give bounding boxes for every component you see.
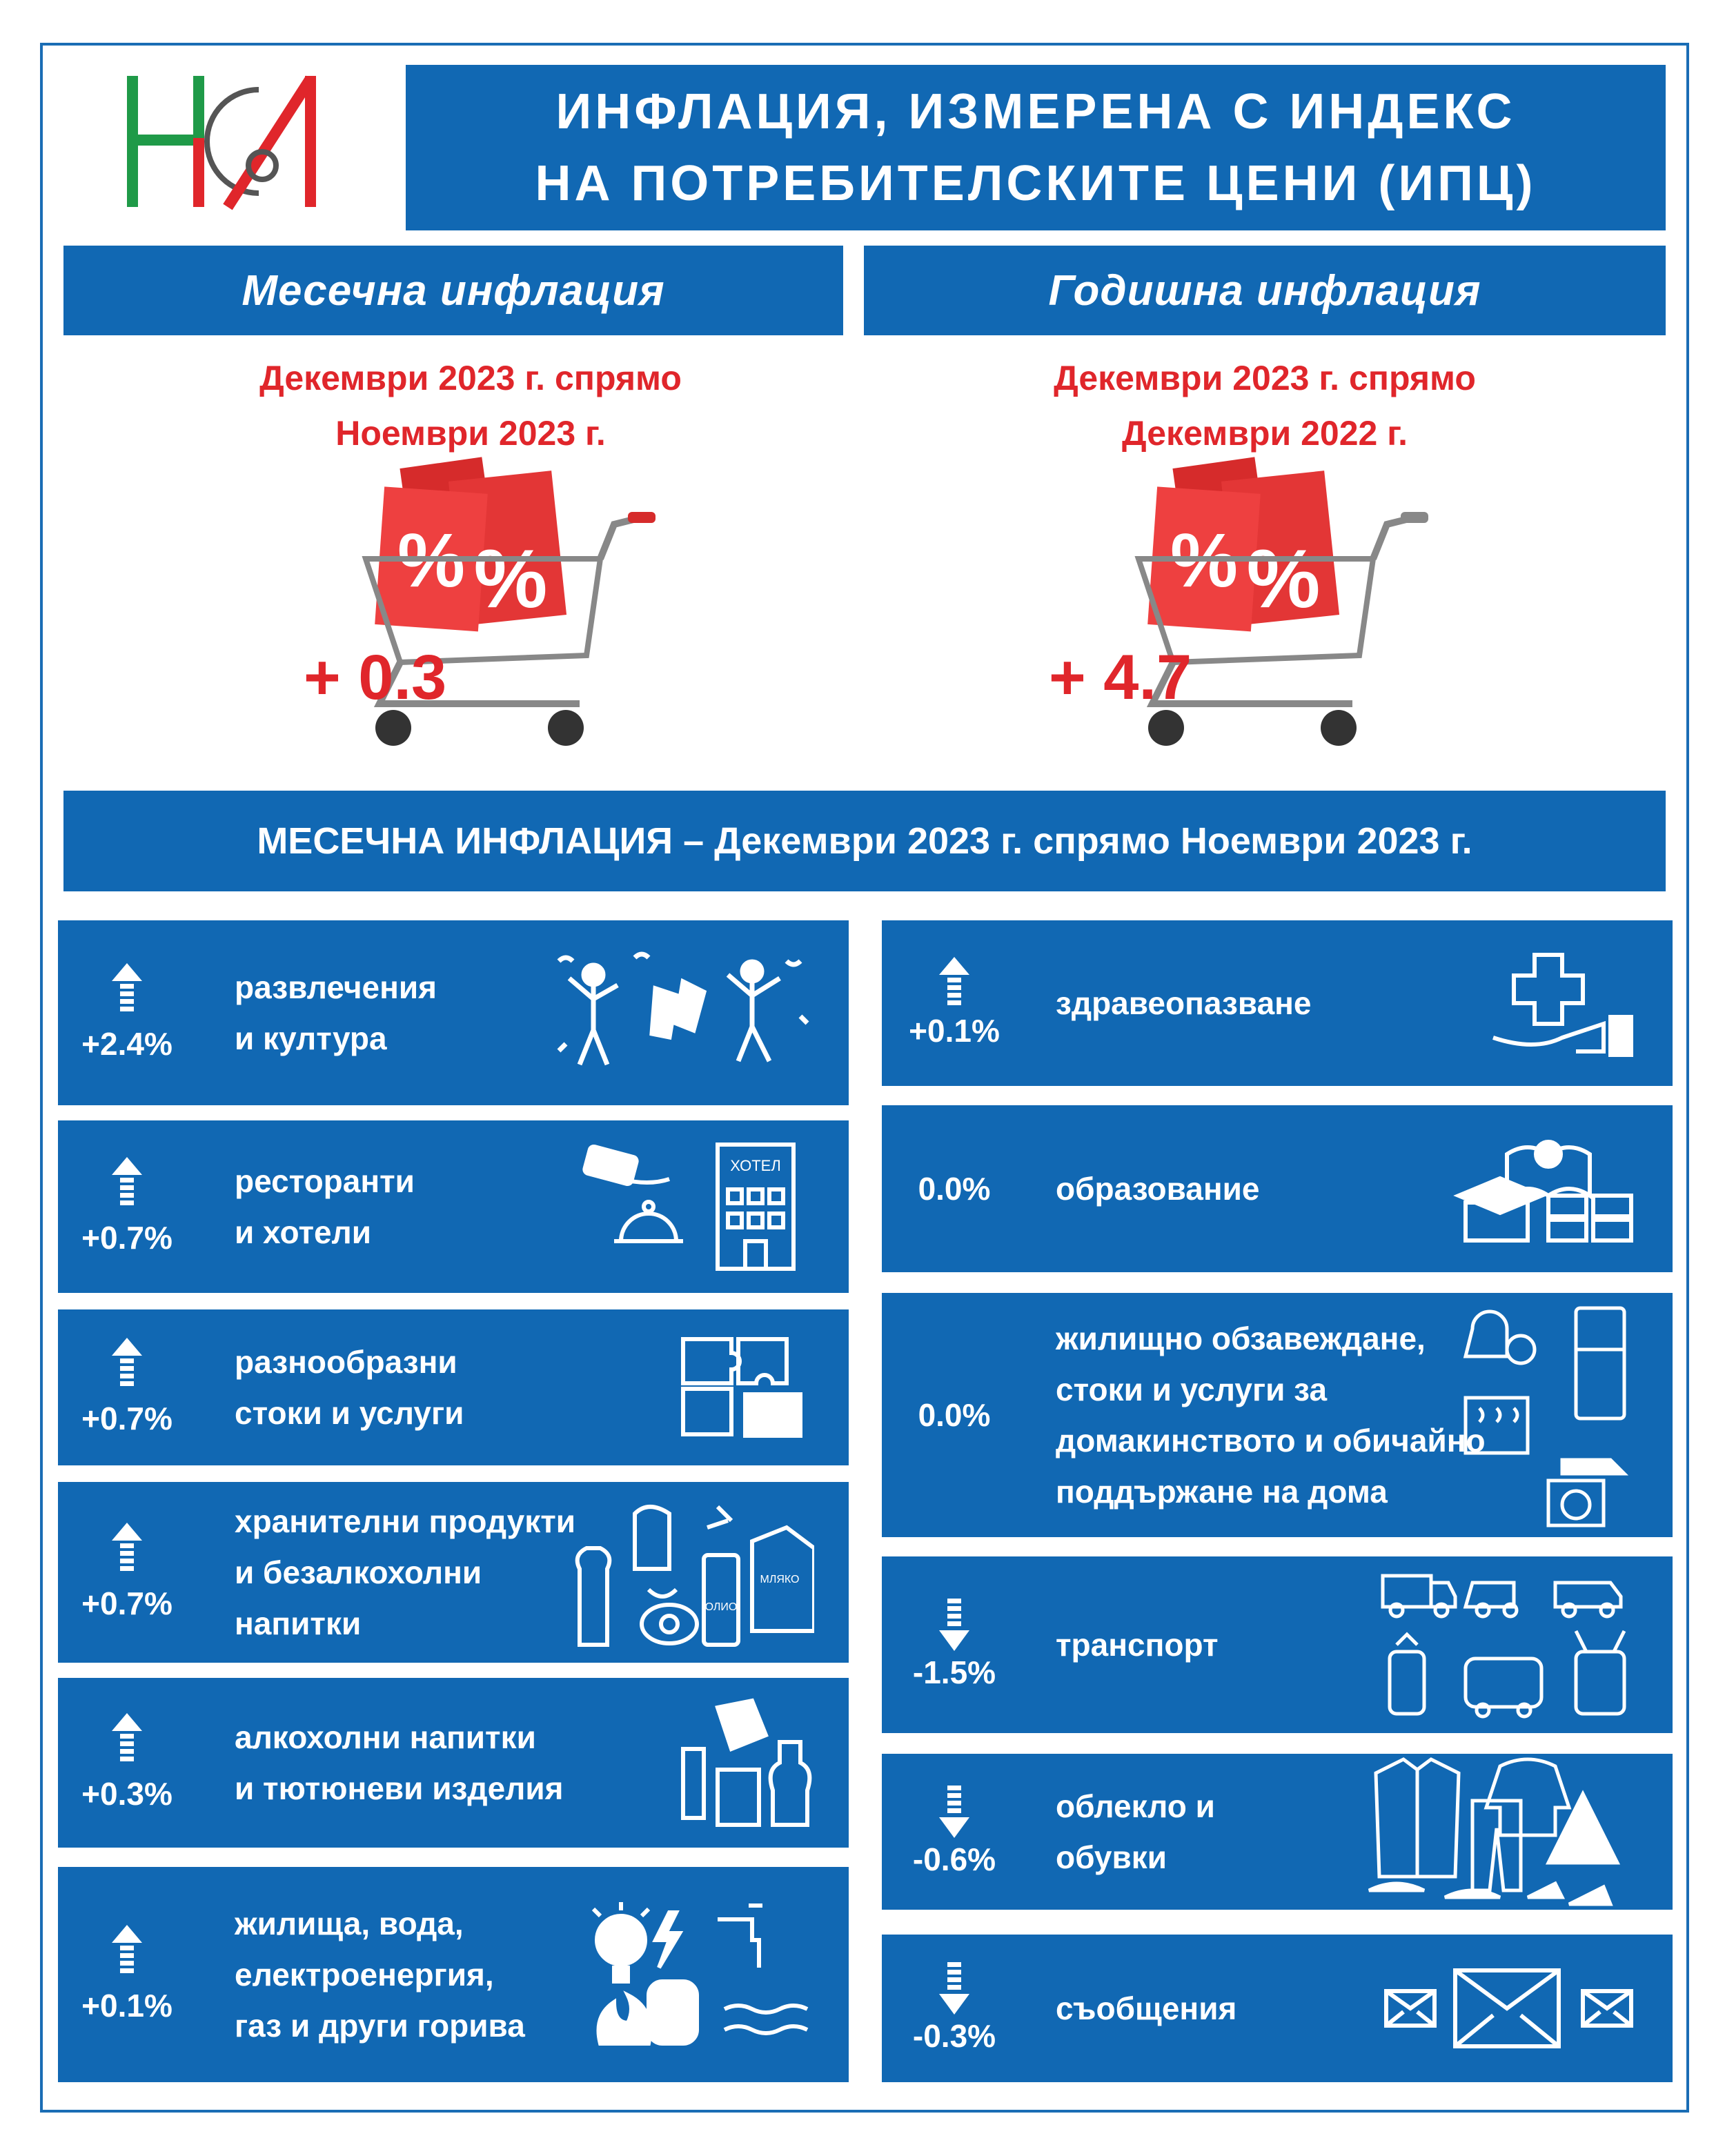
arrow-up-icon — [112, 1157, 142, 1212]
category-card — [58, 1482, 849, 1663]
arrow-down-icon — [939, 1962, 969, 2017]
category-label-line: жилищно обзавеждане, — [1056, 1321, 1426, 1356]
category-card — [58, 1309, 849, 1465]
milk-label-text: МЛЯКО — [760, 1574, 800, 1585]
change-indicator — [882, 1754, 1027, 1910]
category-label — [235, 1156, 415, 1258]
utilities-icon — [586, 1899, 814, 2050]
arrow-up-icon — [112, 1338, 142, 1393]
category-label — [235, 1898, 525, 2051]
change-indicator — [58, 1867, 196, 2082]
change-value: -0.3% — [912, 2018, 996, 2054]
svg-text:%: % — [473, 533, 548, 625]
category-label-line: хранителни продукти — [235, 1503, 576, 1539]
category-label — [235, 962, 437, 1064]
svg-text:%: % — [397, 518, 465, 603]
transport-icon — [1376, 1562, 1638, 1728]
category-label — [1056, 1313, 1486, 1517]
title-line-2: НА ПОТРЕБИТЕЛСКИТЕ ЦЕНИ (ИПЦ) — [535, 156, 1537, 211]
hotel-sign-text: ХОТЕЛ — [730, 1157, 781, 1174]
category-label — [1056, 1781, 1215, 1883]
arrow-up-icon — [112, 1713, 142, 1768]
category-label-line: здравеопазване — [1056, 985, 1312, 1021]
puzzle-icon — [676, 1332, 814, 1443]
arrow-down-icon — [939, 1786, 969, 1841]
category-card — [58, 1867, 849, 2082]
change-indicator — [882, 1935, 1027, 2082]
category-card — [882, 1293, 1673, 1537]
category-label-line: облекло и — [1056, 1788, 1215, 1824]
category-card — [58, 1678, 849, 1848]
monthly-breakdown-heading: МЕСЕЧНА ИНФЛАЦИЯ – Декември 2023 г. спрямо Ноември 2023 г. — [63, 791, 1666, 891]
category-card — [882, 1935, 1673, 2082]
category-label-line: разнообразни — [235, 1344, 457, 1380]
category-label-line: стоки и услуги за — [1056, 1372, 1328, 1407]
category-label — [1056, 1163, 1259, 1214]
category-card — [882, 920, 1673, 1086]
change-value: -0.6% — [912, 1841, 996, 1877]
category-card — [882, 1105, 1673, 1272]
change-value: +0.7% — [81, 1401, 172, 1436]
change-indicator — [58, 920, 196, 1105]
alcohol-tobacco-icon — [676, 1694, 814, 1832]
category-label-line: домакинството и обичайно — [1056, 1423, 1486, 1458]
healthcare-icon — [1486, 948, 1638, 1058]
category-label-line: съобщения — [1056, 1990, 1237, 2026]
household-appliances-icon — [1459, 1301, 1638, 1529]
category-label — [1056, 1619, 1218, 1670]
change-value: -1.5% — [912, 1654, 996, 1690]
change-value: +0.1% — [81, 1988, 172, 2024]
category-label-line: стоки и услуги — [235, 1395, 464, 1431]
category-label — [235, 1712, 564, 1814]
arrow-up-icon — [112, 963, 142, 1018]
svg-text:%: % — [1170, 518, 1238, 603]
change-value: +2.4% — [81, 1026, 172, 1062]
main-title-banner — [406, 65, 1666, 230]
category-label-line: транспорт — [1056, 1627, 1219, 1663]
change-indicator — [58, 1120, 196, 1293]
category-label — [1056, 1983, 1236, 2034]
change-indicator — [882, 1105, 1027, 1272]
envelope-icon — [1383, 1964, 1638, 2053]
category-label-line: електроенергия, — [235, 1957, 494, 1992]
category-label-line: ресторанти — [235, 1163, 415, 1199]
category-card — [58, 920, 849, 1105]
category-label — [235, 1336, 464, 1438]
change-indicator — [58, 1309, 196, 1465]
party-people-icon — [552, 947, 814, 1078]
groceries-icon — [566, 1493, 814, 1652]
change-value: +0.7% — [81, 1220, 172, 1256]
arrow-down-icon — [939, 1599, 969, 1654]
change-indicator — [58, 1482, 196, 1663]
category-label-line: газ и други горива — [235, 2008, 525, 2044]
category-label-line: развлечения — [235, 969, 437, 1005]
monthly-heading: Месечна инфлация — [63, 246, 843, 335]
category-card — [58, 1120, 849, 1293]
change-value: +0.7% — [81, 1585, 172, 1621]
category-label-line: образование — [1056, 1171, 1260, 1207]
change-indicator — [882, 1556, 1027, 1733]
arrow-up-icon — [112, 1523, 142, 1578]
clothing-icon — [1362, 1752, 1638, 1911]
category-label-line: и тютюневи изделия — [235, 1770, 564, 1806]
change-indicator — [58, 1678, 196, 1848]
category-label-line: жилища, вода, — [235, 1906, 464, 1941]
category-label-line: поддържане на дома — [1056, 1474, 1388, 1510]
monthly-period: Декември 2023 г. спрямо Ноември 2023 г. — [259, 359, 682, 453]
category-label-line: обувки — [1056, 1839, 1167, 1875]
annual-value: + 4.7 — [1049, 642, 1192, 713]
category-label-line: алкохолни напитки — [235, 1719, 536, 1755]
change-value: +0.3% — [81, 1776, 172, 1812]
change-indicator — [882, 920, 1027, 1086]
education-icon — [1452, 1134, 1638, 1244]
category-card — [882, 1556, 1673, 1733]
category-label-line: и хотели — [235, 1214, 372, 1250]
category-card — [882, 1754, 1673, 1910]
category-label — [1056, 978, 1312, 1029]
nsi-logo — [124, 69, 331, 214]
title-line-1: ИНФЛАЦИЯ, ИЗМЕРЕНА С ИНДЕКС — [555, 84, 1516, 139]
change-value: 0.0% — [918, 1397, 991, 1433]
monthly-value: + 0.3 — [304, 642, 447, 713]
category-label-line: напитки — [235, 1605, 362, 1641]
category-label-line: и култура — [235, 1020, 387, 1056]
oil-label-text: ОЛИО — [704, 1601, 738, 1613]
annual-heading: Годишна инфлация — [864, 246, 1666, 335]
arrow-up-icon — [112, 1925, 142, 1980]
annual-period: Декември 2023 г. спрямо Декември 2022 г. — [1054, 359, 1476, 453]
svg-text:%: % — [1246, 533, 1321, 625]
change-value: 0.0% — [918, 1171, 991, 1207]
hotel-icon — [580, 1138, 814, 1276]
change-value: +0.1% — [909, 1013, 1000, 1049]
arrow-up-icon — [939, 957, 969, 1012]
category-label-line: и безалкохолни — [235, 1554, 482, 1590]
change-indicator — [882, 1293, 1027, 1537]
category-label — [235, 1496, 575, 1649]
